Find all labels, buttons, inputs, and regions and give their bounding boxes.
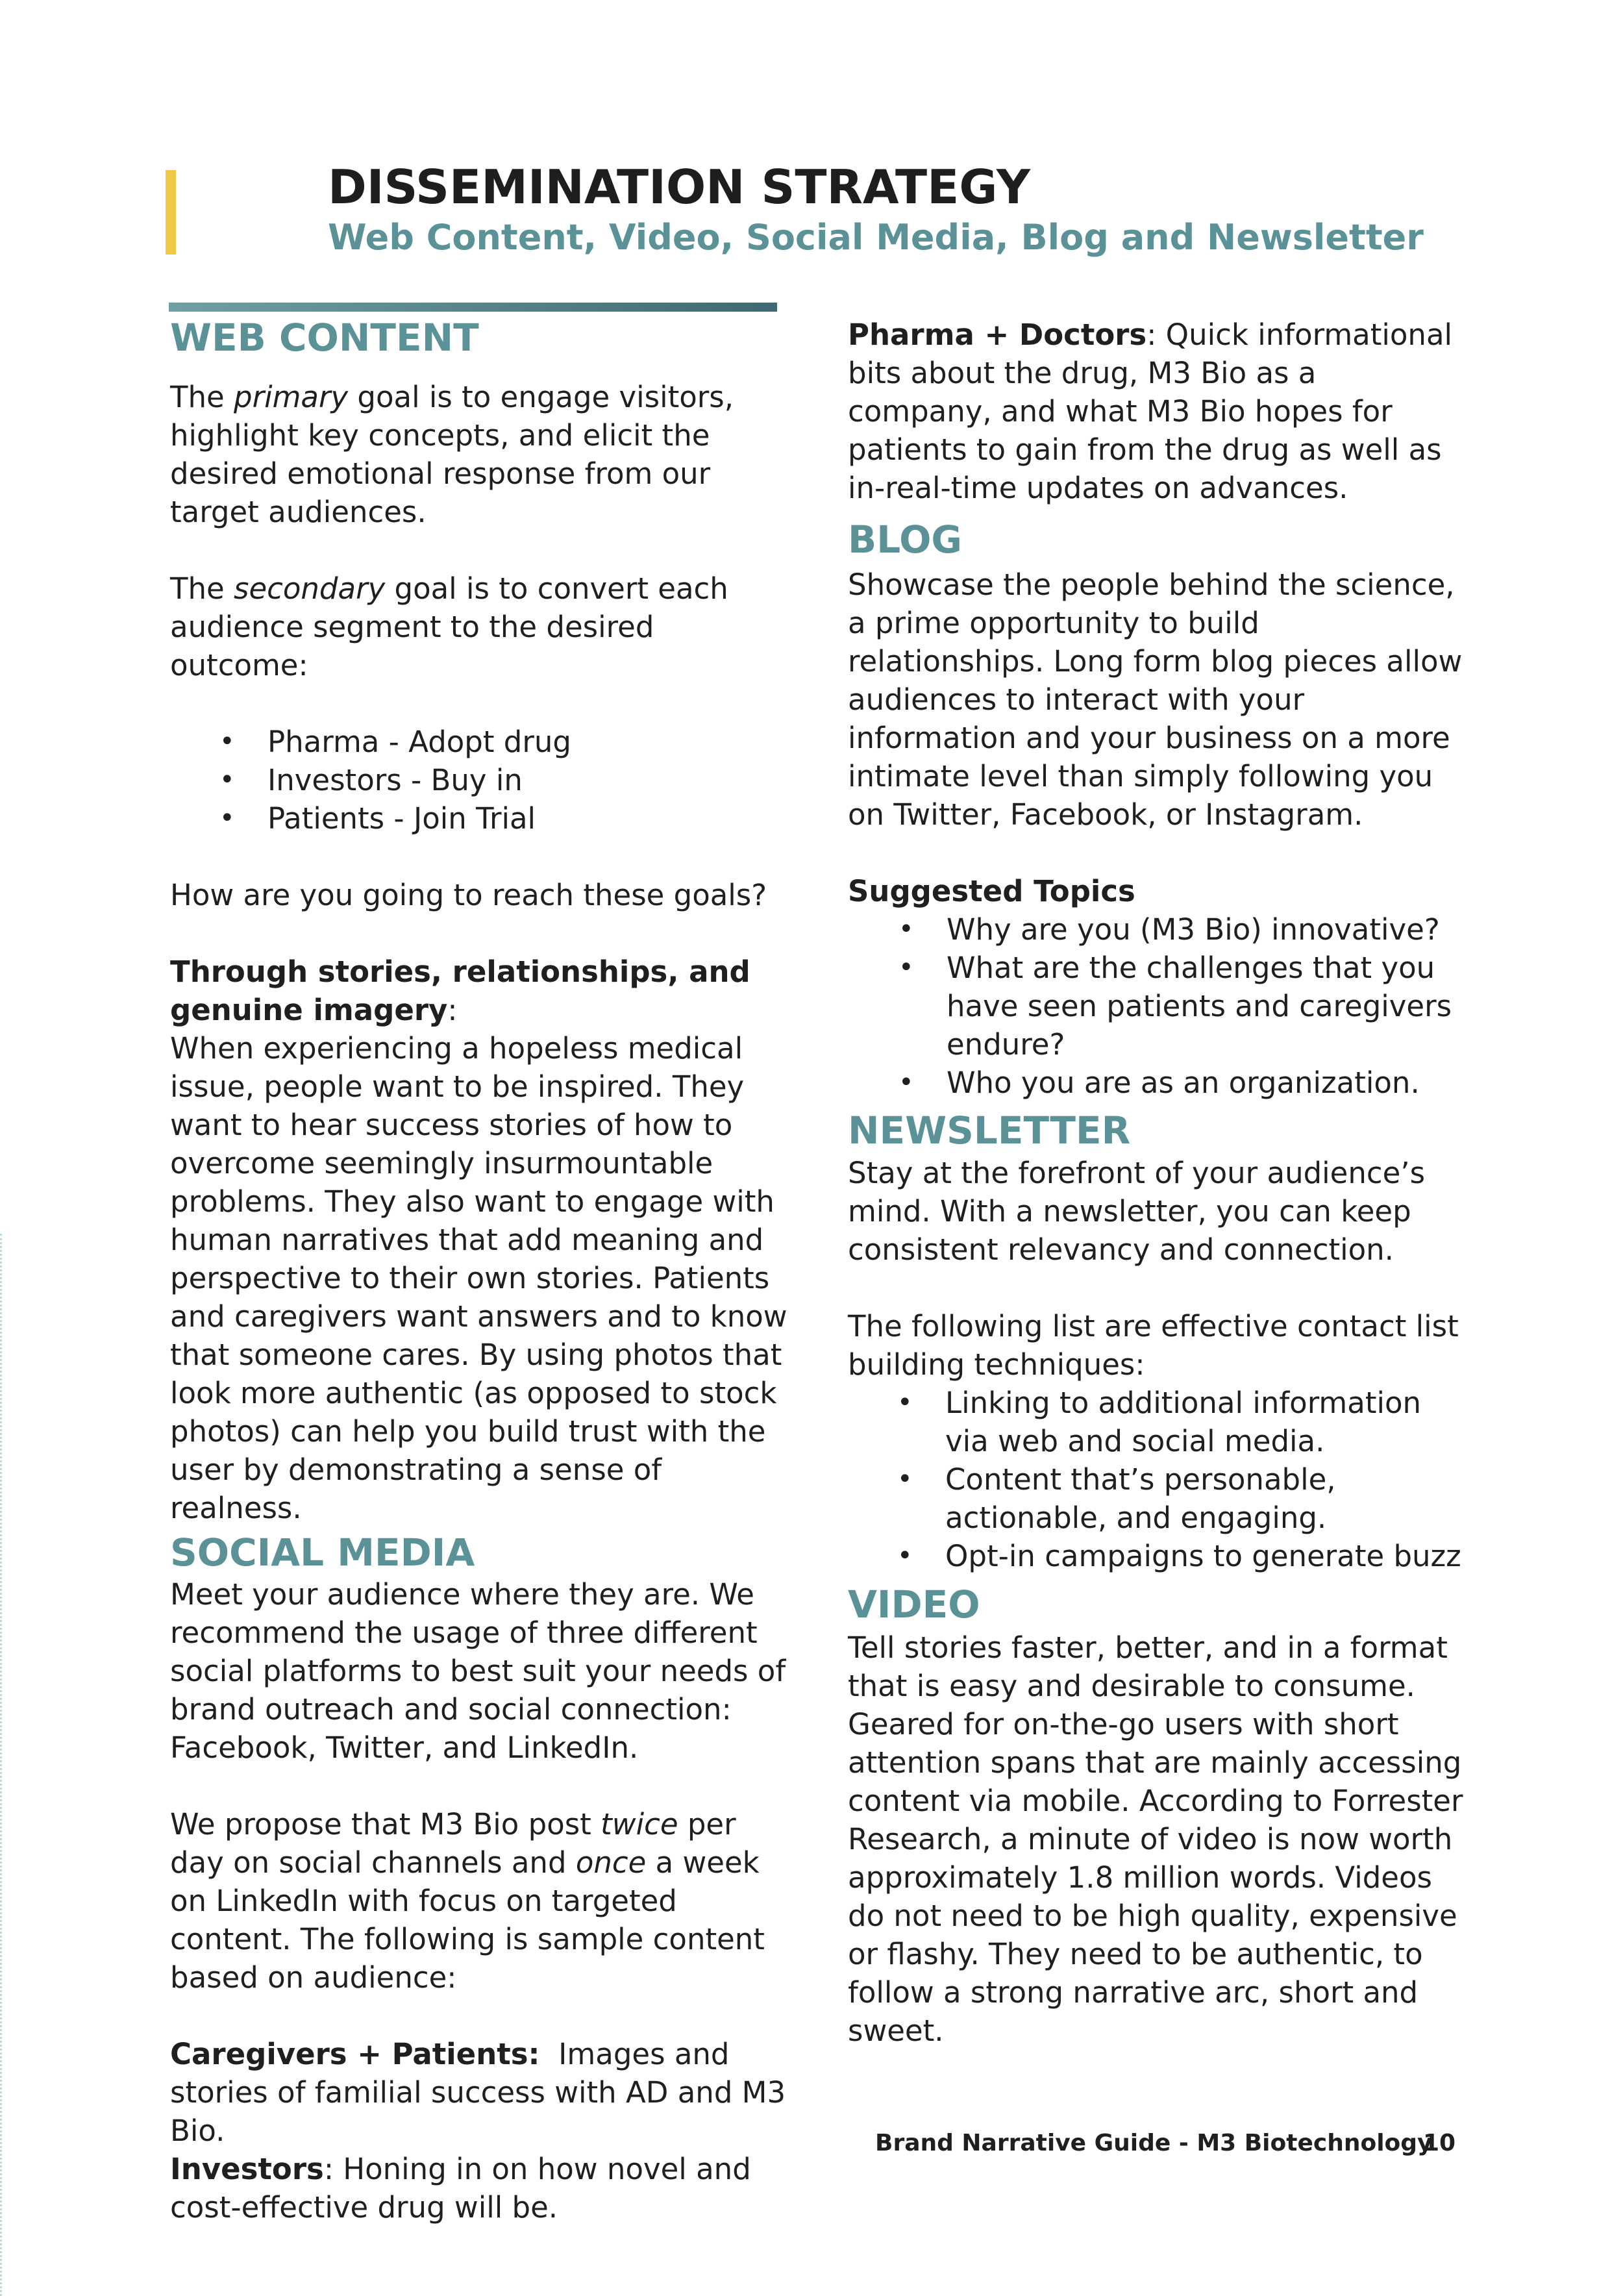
list-item: • Opt-in campaigns to generate buzz bbox=[945, 1537, 1465, 1575]
list-building-techniques bbox=[945, 1384, 1465, 1575]
newsletter-heading: NEWSLETTER bbox=[848, 1108, 1131, 1153]
list-item: • Content that’s personable, actionable, and engaging. bbox=[945, 1460, 1465, 1537]
stories-paragraph: Through stories, relationships, and genuine imagery: When experiencing a hopeless medical issue, people want to be inspired. They want to hear success stories of how to overcome seemingly insurmountable problems. They also want to engage with human narratives that add meaning and perspective to their own stories. Patients and caregivers want answers and to know that someone cares. By using photos that look more authentic (as opposed to stock photos) can help you build trust with the user by demonstrating a sense of realness. bbox=[170, 955, 787, 1525]
list-item: • What are the challenges that you have seen patients and caregivers endure? bbox=[947, 949, 1465, 1064]
video-heading: VIDEO bbox=[848, 1582, 980, 1627]
suggested-topics-list bbox=[947, 910, 1465, 1102]
left-column bbox=[170, 312, 793, 2227]
list-item: • Linking to additional information via web and social media. bbox=[945, 1384, 1465, 1460]
caregivers-paragraph: Caregivers + Patients: Images and stories of familial success with AD and M3 Bio. bbox=[170, 2037, 795, 2148]
posting-frequency-paragraph: We propose that M3 Bio post twice per day on social channels and once a week on LinkedIn with focus on targeted content. The following is sample content based on audience: bbox=[170, 1807, 765, 1995]
title-accent-bar bbox=[166, 170, 176, 255]
list-item: • Pharma - Adopt drug bbox=[267, 723, 793, 761]
list-item: • Patients - Join Trial bbox=[267, 799, 793, 838]
investors-paragraph: Investors: Honing in on how novel and cost-effective drug will be. bbox=[170, 2152, 751, 2225]
list-item: • Who you are as an organization. bbox=[947, 1064, 1465, 1102]
blog-heading: BLOG bbox=[848, 518, 963, 562]
social-media-paragraph: Meet your audience where they are. We recommend the usage of three different social platforms to best suit your needs of brand outreach and social connection: Facebook, Twitter, and LinkedIn. bbox=[170, 1577, 786, 1765]
list-item: • Investors - Buy in bbox=[267, 761, 793, 799]
list-building-intro: The following list are effective contact list building techniques: bbox=[848, 1309, 1459, 1382]
audience-goals-list bbox=[267, 723, 793, 838]
page-title: DISSEMINATION STRATEGY bbox=[328, 160, 1030, 214]
page-number: 10 bbox=[1423, 2130, 1456, 2156]
secondary-goal-paragraph: The secondary goal is to convert each audience segment to the desired outcome: bbox=[170, 571, 728, 682]
blog-paragraph: Showcase the people behind the science, a prime opportunity to build relationships. Long form blog pieces allow audiences to interact with your information and your business on a more intimate level than simply following you on Twitter, Facebook, or Instagram. bbox=[848, 568, 1463, 832]
edge-decoration bbox=[0, 1234, 4, 2296]
newsletter-paragraph: Stay at the forefront of your audience’s mind. With a newsletter, you can keep consistent relevancy and connection. bbox=[848, 1156, 1426, 1267]
section-divider bbox=[169, 303, 777, 312]
list-item: • Why are you (M3 Bio) innovative? bbox=[947, 910, 1465, 949]
page-subtitle: Web Content, Video, Social Media, Blog and Newsletter bbox=[328, 217, 1424, 258]
web-content-heading: WEB CONTENT bbox=[170, 316, 479, 360]
primary-goal-paragraph: The primary goal is to engage visitors, highlight key concepts, and elicit the desired emotional response from our target audiences. bbox=[170, 380, 734, 529]
video-paragraph: Tell stories faster, better, and in a format that is easy and desirable to consume. Geared for on-the-go users with short attention spans that are mainly accessing content via mobile. According to Forrester Research, a minute of video is now worth approximately 1.8 million words. Videos do not need to be high quality, expensive or flashy. They need to be authentic, to follow a strong narrative arc, short and sweet. bbox=[848, 1630, 1463, 2048]
social-media-heading: SOCIAL MEDIA bbox=[170, 1530, 475, 1575]
suggested-topics-heading: Suggested Topics bbox=[848, 874, 1135, 908]
right-column bbox=[848, 312, 1465, 2050]
goals-question: How are you going to reach these goals? bbox=[170, 878, 767, 912]
footer-document-name: Brand Narrative Guide - M3 Biotechnology bbox=[875, 2130, 1433, 2156]
pharma-paragraph: Pharma + Doctors: Quick informational bits about the drug, M3 Bio as a company, and what M3 Bio hopes for patients to gain from the drug as well as in-real-time updates on advances. bbox=[848, 318, 1453, 505]
